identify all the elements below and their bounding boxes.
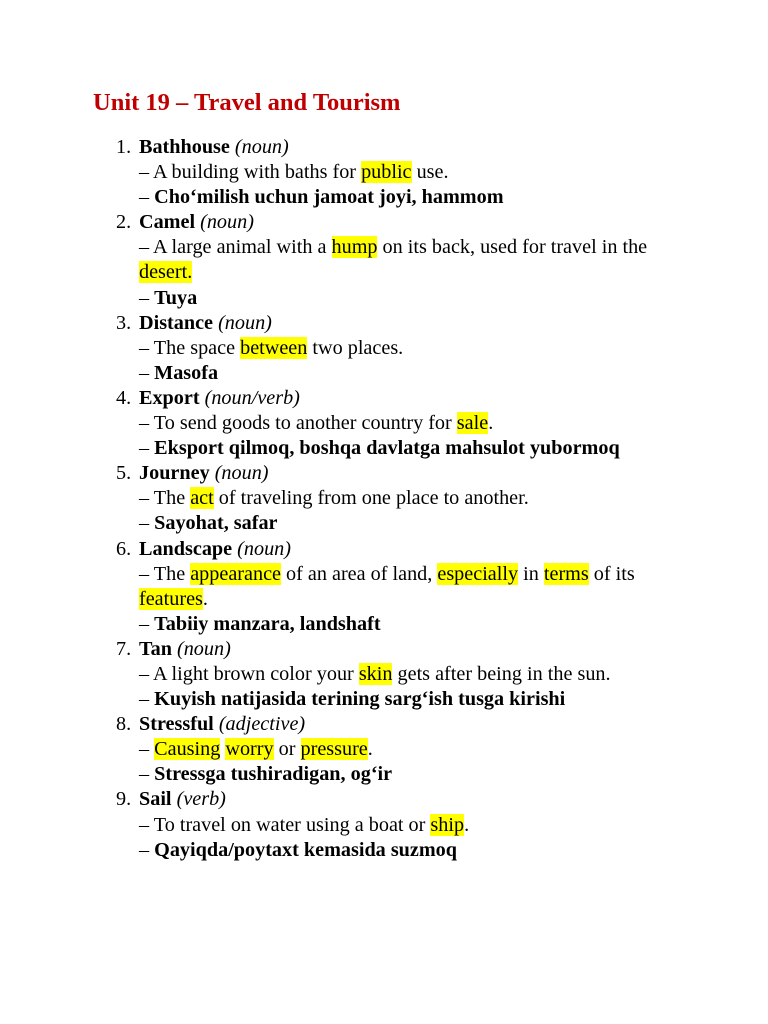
definition-text: . (488, 412, 494, 435)
highlighted-word: Causing (154, 738, 221, 761)
vocab-entry (116, 135, 684, 210)
entry-translation: – Masofa (139, 361, 219, 384)
translation-text: Qayiqda/poytaxt kemasida suzmoq (154, 838, 458, 861)
entry-translation: – Cho‘milish uchun jamoat joyi, hammom (139, 186, 504, 209)
entry-number: 9. (116, 788, 132, 811)
entry-heading (139, 311, 684, 336)
highlighted-word: ship (430, 813, 465, 836)
entry-definition (139, 411, 684, 436)
entry-number: 4. (116, 386, 132, 409)
highlighted-word: public (361, 161, 412, 184)
translation-text: Cho‘milish uchun jamoat joyi, hammom (154, 186, 504, 209)
definition-text: – To travel on water using a boat or (139, 813, 431, 836)
entry-translation: – Tuya (139, 286, 198, 309)
entry-heading (139, 637, 684, 662)
definition-text: . (202, 587, 208, 610)
entry-term: Tan (139, 637, 172, 660)
entry-translation: – Stressga tushiradigan, og‘ir (139, 763, 393, 786)
definition-text: – The (139, 487, 191, 510)
entry-heading (139, 712, 684, 737)
page-title: Unit 19 – Travel and Tourism (93, 89, 401, 116)
entry-heading (139, 386, 684, 411)
entry-part-of-speech: (noun) (234, 136, 289, 158)
entry-part-of-speech: (noun) (176, 637, 231, 660)
entry-number: 8. (116, 713, 132, 736)
highlighted-word: features (139, 587, 203, 610)
vocab-entry (116, 537, 684, 637)
entry-term: Export (139, 386, 200, 409)
entry-part-of-speech: (noun) (237, 537, 291, 560)
entry-definition (139, 336, 684, 361)
entry-definition (139, 562, 684, 612)
entry-term: Sail (139, 788, 172, 811)
entry-part-of-speech: (adjective) (218, 713, 306, 736)
definition-text: gets after being in the sun. (392, 662, 611, 685)
entry-definition (139, 160, 684, 185)
entry-number: 3. (116, 311, 132, 334)
vocabulary-list (116, 135, 684, 863)
translation-text: Kuyish natijasida terining sarg‘ish tusga kirishi (154, 688, 566, 711)
entry-part-of-speech: (noun) (200, 211, 254, 234)
definition-text: . (464, 813, 470, 836)
vocab-entry (116, 712, 684, 787)
entry-heading (139, 537, 684, 562)
highlighted-word: hump (331, 236, 378, 259)
entry-number: 1. (116, 136, 132, 158)
vocab-entry (116, 787, 684, 862)
definition-text: – (139, 738, 155, 761)
highlighted-word: terms (543, 562, 589, 585)
entry-definition (139, 662, 684, 687)
definition-text: of an area of land, (280, 562, 438, 585)
definition-text: – A large animal with a (139, 236, 332, 259)
vocab-entry (116, 210, 684, 310)
entry-definition (139, 737, 684, 762)
definition-text: of its (588, 562, 635, 585)
entry-term: Bathhouse (139, 136, 230, 158)
highlighted-word: pressure (300, 738, 368, 761)
entry-term: Landscape (139, 537, 233, 560)
entry-term: Stressful (139, 713, 214, 736)
entry-translation: – Kuyish natijasida terining sarg‘ish tusga kirishi (139, 688, 566, 711)
entry-term: Distance (139, 311, 214, 334)
entry-number: 5. (116, 462, 132, 485)
translation-text: Tuya (154, 286, 198, 309)
highlighted-word: sale (456, 412, 489, 435)
highlighted-word: desert. (139, 261, 193, 284)
entry-definition (139, 235, 684, 285)
highlighted-word: especially (437, 562, 519, 585)
vocab-entry (116, 386, 684, 461)
definition-text: – To send goods to another country for (139, 412, 457, 435)
entry-translation: – Eksport qilmoq, boshqa davlatga mahsulot yubormoq (139, 437, 620, 460)
entry-definition (139, 813, 684, 838)
translation-text: Tabiiy manzara, landshaft (154, 612, 381, 635)
entry-translation: – Sayohat, safar (139, 512, 278, 535)
definition-text: two places. (307, 336, 404, 359)
highlighted-word: between (240, 336, 308, 359)
translation-text: Sayohat, safar (154, 512, 278, 535)
entry-part-of-speech: (noun) (218, 311, 272, 334)
highlighted-word: skin (358, 662, 393, 685)
definition-text: in (518, 562, 544, 585)
entry-heading (139, 210, 684, 235)
definition-text: – A building with baths for (139, 161, 362, 184)
entry-heading (139, 787, 684, 812)
entry-number: 7. (116, 637, 132, 660)
vocab-entry (116, 311, 684, 386)
entry-part-of-speech: (noun/verb) (204, 386, 300, 409)
entry-number: 6. (116, 537, 132, 560)
entry-translation: – Qayiqda/poytaxt kemasida suzmoq (139, 838, 458, 861)
entry-definition (139, 486, 684, 511)
highlighted-word: appearance (190, 562, 281, 585)
translation-text: Eksport qilmoq, boshqa davlatga mahsulot yubormoq (154, 437, 620, 460)
translation-text: Masofa (154, 361, 219, 384)
entry-heading (139, 461, 684, 486)
entry-term: Journey (139, 462, 210, 485)
definition-text: on its back, used for travel in the (377, 236, 648, 259)
definition-text: use. (411, 161, 449, 184)
highlighted-word: worry (225, 738, 274, 761)
definition-text: . (367, 738, 373, 761)
definition-text: or (273, 738, 301, 761)
entry-part-of-speech: (noun) (214, 462, 269, 485)
vocab-entry (116, 461, 684, 536)
entry-heading (139, 135, 684, 160)
translation-text: Stressga tushiradigan, og‘ir (154, 763, 393, 786)
definition-text: – The (139, 562, 191, 585)
entry-term: Camel (139, 211, 196, 234)
definition-text: of traveling from one place to another. (213, 487, 529, 510)
entry-part-of-speech: (verb) (176, 788, 226, 811)
highlighted-word: act (190, 487, 214, 510)
definition-text: – A light brown color your (139, 662, 359, 685)
entry-translation: – Tabiiy manzara, landshaft (139, 612, 381, 635)
vocab-entry (116, 637, 684, 712)
definition-text: – The space (139, 336, 241, 359)
entry-number: 2. (116, 211, 132, 234)
